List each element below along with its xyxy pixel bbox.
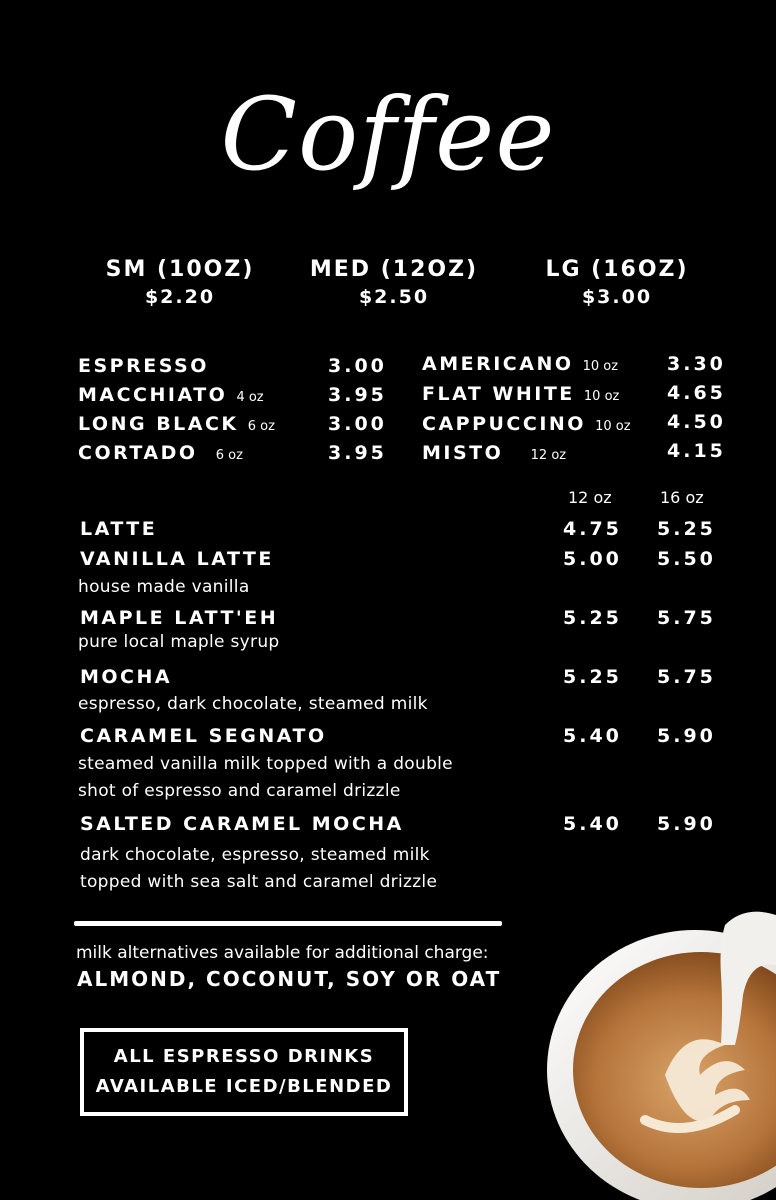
- milk-alternatives-note: milk alternatives available for additional charge:: [76, 943, 489, 963]
- item-price-16oz: 5.90: [657, 725, 716, 747]
- divider: [74, 921, 502, 926]
- item-name: CAPPUCCINO: [422, 413, 586, 435]
- item-price-12oz: 4.75: [563, 518, 622, 540]
- menu-item-macchiato: [78, 383, 264, 410]
- item-size: 10 oz: [595, 419, 631, 434]
- size-medium-label: MED (12OZ): [309, 257, 479, 282]
- item-price-12oz: 5.25: [563, 666, 622, 688]
- item-size: 6 oz: [247, 419, 275, 434]
- size-large-price: $3.00: [581, 286, 653, 308]
- menu-item-misto: [422, 441, 566, 468]
- iced-blended-notice: [80, 1028, 408, 1116]
- item-name: ESPRESSO: [78, 355, 209, 377]
- item-description: topped with sea salt and caramel drizzle: [80, 872, 438, 892]
- item-price-16oz: 5.25: [657, 518, 716, 540]
- column-header-16oz: 16 oz: [660, 488, 704, 507]
- size-small-price: $2.20: [144, 286, 216, 308]
- item-description: dark chocolate, espresso, steamed milk: [80, 845, 430, 865]
- column-header-12oz: 12 oz: [568, 488, 612, 507]
- menu-item-caramel-segnato: CARAMEL SEGNATO: [80, 725, 327, 747]
- size-medium-price: $2.50: [358, 286, 430, 308]
- item-name: LONG BLACK: [78, 413, 239, 435]
- size-large: [512, 256, 722, 310]
- size-small: [90, 256, 270, 310]
- size-small-label: SM (10OZ): [105, 257, 255, 282]
- menu-item-cappuccino: [422, 412, 631, 439]
- item-name: MACCHIATO: [78, 384, 228, 406]
- menu-item-cortado: [78, 441, 243, 468]
- item-size: 4 oz: [236, 390, 264, 405]
- item-price-16oz: 5.90: [657, 813, 716, 835]
- item-size: 6 oz: [215, 448, 243, 463]
- item-price: 4.50: [667, 411, 726, 433]
- item-price-12oz: 5.00: [563, 548, 622, 570]
- item-price: 3.30: [667, 353, 726, 375]
- item-size: 10 oz: [582, 359, 619, 374]
- menu-item-latte: LATTE: [80, 518, 158, 540]
- menu-item-long-black: [78, 412, 275, 439]
- item-description: steamed vanilla milk topped with a double: [78, 754, 453, 774]
- item-price-12oz: 5.40: [563, 725, 622, 747]
- latte-art-cup-image: [545, 905, 776, 1200]
- item-price: 3.00: [328, 413, 387, 435]
- item-price-16oz: 5.50: [657, 548, 716, 570]
- item-size: 10 oz: [583, 389, 620, 404]
- item-name: CORTADO: [78, 442, 198, 464]
- item-price: 4.15: [667, 440, 726, 462]
- item-price: 4.65: [667, 382, 726, 404]
- item-price: 3.00: [328, 355, 387, 377]
- menu-item-americano: [422, 352, 618, 379]
- size-medium: [300, 256, 488, 310]
- menu-item-salted-caramel-mocha: SALTED CARAMEL MOCHA: [80, 813, 404, 835]
- item-price: 3.95: [328, 384, 387, 406]
- menu-item-maple-latteh: MAPLE LATT'EH: [80, 607, 279, 629]
- item-description: espresso, dark chocolate, steamed milk: [78, 694, 428, 714]
- item-price-16oz: 5.75: [657, 666, 716, 688]
- menu-item-flat-white: [422, 382, 619, 409]
- item-description: shot of espresso and caramel drizzle: [78, 781, 401, 801]
- item-price-16oz: 5.75: [657, 607, 716, 629]
- item-name: MISTO: [422, 442, 504, 464]
- item-description: pure local maple syrup: [78, 632, 280, 652]
- iced-notice-line: ALL ESPRESSO DRINKS: [113, 1046, 375, 1067]
- item-price: 3.95: [328, 442, 387, 464]
- item-price-12oz: 5.40: [563, 813, 622, 835]
- menu-item-mocha: MOCHA: [80, 666, 173, 688]
- menu-title: Coffee: [220, 76, 556, 193]
- item-description: house made vanilla: [78, 577, 250, 597]
- milk-alternatives-list: ALMOND, COCONUT, SOY OR OAT: [77, 967, 502, 991]
- item-price-12oz: 5.25: [563, 607, 622, 629]
- item-name: AMERICANO: [422, 353, 574, 375]
- item-name: FLAT WHITE: [422, 383, 575, 405]
- size-large-label: LG (16OZ): [545, 257, 689, 282]
- item-size: 12 oz: [530, 448, 567, 463]
- menu-item-vanilla-latte: VANILLA LATTE: [80, 548, 274, 570]
- menu-item-espresso: [78, 354, 209, 378]
- iced-notice-line: AVAILABLE ICED/BLENDED: [95, 1076, 393, 1097]
